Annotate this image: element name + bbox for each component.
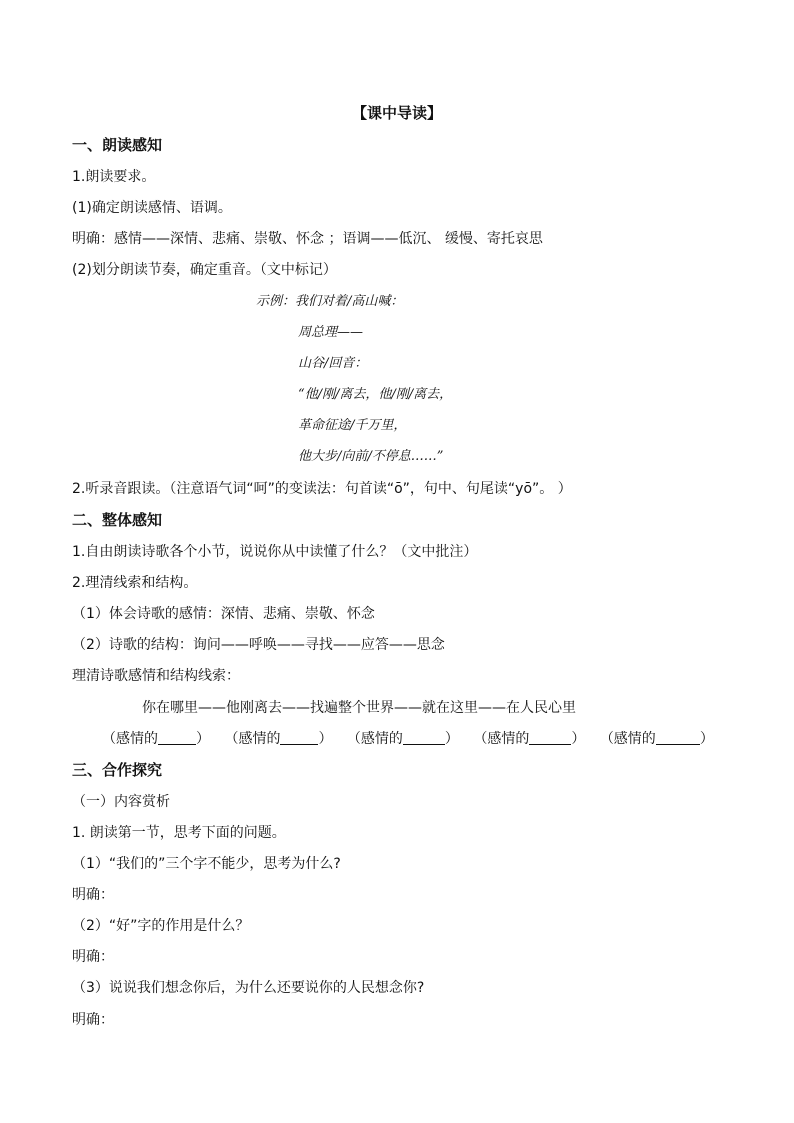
paragraph: 明确：感情——深情、悲痛、崇敬、怀念 ；语调——低沉、 缓慢、寄托哀思 — [72, 231, 543, 247]
fill-blank[interactable] — [158, 730, 196, 745]
poem-line: 山谷/回音： — [298, 356, 368, 371]
section-heading-overall: 二、整体感知 — [72, 511, 163, 529]
paragraph: 2.听录音跟读。（注意语气词“呵”的变读法：句首读“ō”，句中、句尾读“yō”。 ） — [72, 481, 572, 497]
blank-label: （感情的 — [102, 731, 158, 747]
section-heading-reading: 一、朗读感知 — [72, 136, 163, 154]
fill-blank[interactable] — [280, 730, 318, 745]
structure-chain: 你在哪里——他刚离去——找遍整个世界——就在这里——在人民心里 — [142, 700, 576, 716]
poem-line: 示例：我们对着/高山喊： — [256, 294, 404, 309]
paragraph: 2.理清线索和结构。 — [72, 575, 198, 591]
paragraph: (2)划分朗读节奏，确定重音。（文中标记） — [72, 262, 337, 278]
paragraph: 1.朗读要求。 — [72, 169, 156, 185]
fill-blank[interactable] — [403, 730, 445, 745]
question: （1）“我们的”三个字不能少，思考为什么? — [72, 856, 341, 872]
question: （3）说说我们想念你后，为什么还要说你的人民想念你? — [72, 980, 425, 996]
paragraph: (1)确定朗读感情、语调。 — [72, 200, 232, 216]
paragraph: 理清诗歌感情和结构线索： — [72, 668, 240, 684]
blank-label: （感情的 — [346, 731, 403, 747]
page-title: 【课中导读】 — [351, 104, 442, 122]
poem-line: 周总理—— — [298, 325, 364, 340]
fill-blank[interactable] — [529, 730, 571, 745]
poem-line: 革命征途/千万里， — [298, 418, 407, 433]
poem-line: 他大步/向前/不停息……” — [298, 449, 444, 464]
paragraph: （2）诗歌的结构：询问——呼唤——寻找——应答——思念 — [72, 637, 445, 653]
emotion-blanks-row: （感情的 ） （感情的 ） （感情的 ） （感情的 ） （感情的 ） — [102, 731, 714, 747]
poem-line: “他/刚/离去，他/刚/离去， — [298, 387, 453, 402]
answer-label: 明确： — [72, 887, 114, 903]
answer-label: 明确： — [72, 949, 114, 965]
section-heading-cooperation: 三、合作探究 — [72, 761, 163, 779]
blank-label: （感情的 — [599, 731, 656, 747]
subsection-heading: （一）内容赏析 — [72, 794, 170, 810]
question: （2）“好”字的作用是什么？ — [72, 918, 250, 934]
blank-label: （感情的 — [224, 731, 281, 747]
paragraph: 1. 朗读第一节，思考下面的问题。 — [72, 825, 286, 841]
answer-label: 明确： — [72, 1012, 114, 1028]
fill-blank[interactable] — [656, 730, 700, 745]
blank-label: （感情的 — [473, 731, 530, 747]
paragraph: （1）体会诗歌的感情：深情、悲痛、崇敬、怀念 — [72, 606, 375, 622]
paragraph: 1.自由朗读诗歌各个小节，说说你从中读懂了什么？（文中批注） — [72, 544, 478, 560]
